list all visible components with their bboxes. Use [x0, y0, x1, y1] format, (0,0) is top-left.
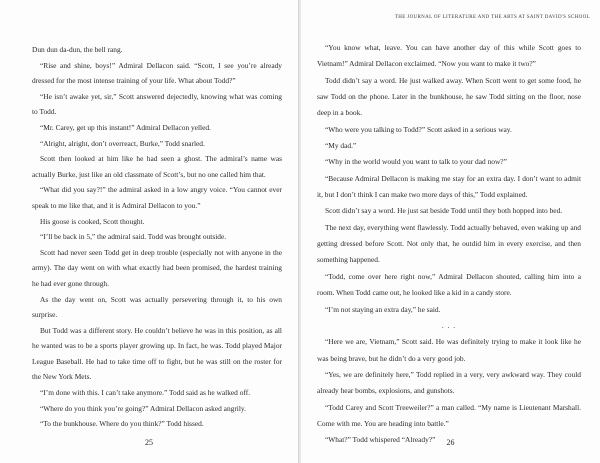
paragraph: Scott then looked at him like he had seen a ghost. The admiral’s name was actually Burke, just like an old classmate of Scott’s, but no one called him that.: [32, 154, 282, 179]
running-head: THE JOURNAL OF LITERATURE AND THE ARTS AT SAINT DAVID'S SCHOOL: [394, 15, 590, 20]
paragraph: “You know what, leave. You can have another day of this while Scott goes to Vietnam!” Admiral Dellacon exclaimed. “Now you want to make it two?”: [317, 43, 581, 69]
paragraph: “Todd, come over here right now,” Admiral Dellacon shouted, calling him into a room. When Todd came out, he looked like a kid in a candy store.: [317, 271, 581, 298]
left-page-body: [32, 42, 282, 432]
paragraph: Dun dun da-dun, the bell rang.: [32, 45, 123, 54]
page-number: 26: [446, 438, 455, 447]
paragraph: “What?” Todd whispered “Already?”: [325, 435, 436, 445]
paragraph: “My dad.”: [325, 141, 357, 151]
paragraph: “I’m done with this. I can’t take anymore.” Todd said as he walked off.: [40, 388, 251, 398]
paragraph: “Todd Carey and Scott Treeweiler?” a man called. “My name is Lieutenant Marshall. Come with me. You are heading into battle.”: [317, 402, 581, 428]
paragraph: “Mr. Carey, get up this instant!” Admiral Dellacon yelled.: [40, 122, 211, 132]
paragraph: Scott didn’t say a word. He just sat beside Todd until they both hopped into bed.: [325, 206, 563, 216]
paragraph: “To the bunkhouse. Where do you think?” Todd hissed.: [40, 419, 204, 429]
paragraph: Todd didn’t say a word. He just walked away. When Scott went to get some food, he saw Todd on the phone. Later in the bunkhouse, he saw Todd sitting on the floor, nose deep in a book.: [317, 75, 581, 118]
paragraph: “Who were you talking to Todd?” Scott asked in a serious way.: [325, 124, 512, 134]
paragraph: His goose is cooked, Scott thought.: [40, 216, 145, 226]
paragraph: “What did you say?!” the admiral asked in a low angry voice. “You cannot ever speak to me like that, and it is Admiral Dellacon to you.”: [32, 185, 282, 210]
paragraph: “Where do you think you’re going?” Admiral Dellacon asked angrily.: [40, 403, 246, 413]
right-page-body: [317, 40, 581, 449]
paragraph: Scott had never seen Todd get in deep trouble (especially not with anyone in the army). The day went on with what exactly had been promised, the hardest training he had ever gone through.: [32, 247, 282, 288]
paragraph: The next day, everything went flawlessly. Todd actually behaved, even waking up and getting dressed before Scott. Not only that, he outdid him in every exercise, and then something happened.: [317, 222, 581, 265]
paragraph: “Here we are, Vietnam,” Scott said. He was definitely trying to make it look like he was being brave, but he didn’t do a very good job.: [317, 337, 581, 363]
left-page: [0, 0, 299, 463]
page-number: 25: [145, 438, 153, 447]
paragraph: “Because Admiral Dellacon is making me stay for an extra day. I don’t want to admit it, but I don’t think I can make two more days of this,” Todd explained.: [317, 173, 581, 200]
paragraph: But Todd was a different story. He couldn’t believe he was in this position, as all he wanted was to be a sports player growing up. In fact, he was. Todd played Major League Baseball. He had to take time off to fight, but he was still on the roster for the New York Mets.: [32, 325, 282, 382]
paragraph: “Alright, alright, don’t overreact, Burke,” Todd snarled.: [40, 138, 205, 148]
right-page: [301, 0, 600, 463]
paragraph: “I’m not staying an extra day,” he said.: [325, 304, 441, 314]
paragraph: “I’ll be back in 5,” the admiral said. Todd was brought outside.: [40, 232, 227, 242]
section-break: . . .: [441, 320, 457, 330]
paragraph: As the day went on, Scott was actually persevering through it, to his own surprise.: [32, 294, 282, 320]
paragraph: “Rise and shine, boys!” Admiral Dellacon said. “Scott, I see you’re already dressed for the most intense training of your life. What about Todd?”: [32, 60, 282, 86]
paragraph: “Why in the world would you want to talk to your dad now?”: [325, 157, 507, 167]
paragraph: “He isn’t awake yet, sir,” Scott answered dejectedly, knowing what was coming to Todd.: [32, 91, 282, 117]
paragraph: “Yes, we are definitely here,” Todd replied in a very, very awkward way. They could already hear bombs, explosions, and gunshots.: [317, 369, 581, 396]
